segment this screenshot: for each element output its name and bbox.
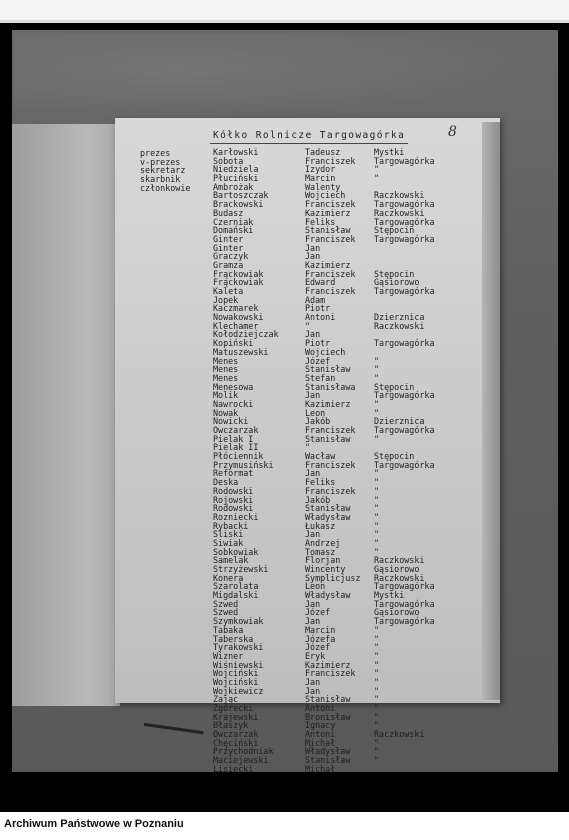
place-entry: " [374,642,380,653]
first-name-entry: Stanisława [305,381,356,392]
first-name-entry: Piotr [305,338,331,349]
place-entry: Targowagórka [374,155,435,166]
surname-entry: Migdalski [213,590,259,601]
first-name-entry: Antoni [305,729,336,740]
first-name-entry: Ignacy [305,720,336,731]
surname-entry: Domański [213,225,254,236]
surname-entry: Niedziela [213,164,259,175]
first-name-entry: Władysław [305,590,351,601]
first-name-entry: Adam [305,294,326,305]
first-name-entry: Franciszek [305,668,356,679]
place-entry: Mystki [374,147,405,157]
place-entry: Stępocin [374,225,415,236]
first-name-entry: Jan [305,390,321,401]
surname-entry: Siwiak [213,537,244,548]
first-name-entry: Antoni [305,703,336,713]
place-entry: " [374,650,380,661]
surname-entry: Sobkowiak [213,546,259,557]
place-entry [374,348,435,357]
surname-entry: Gramza [213,259,244,270]
first-name-entry: Stanisław [305,433,351,444]
first-name-entry: Wojciech [305,346,346,357]
place-entry: " [374,173,380,184]
surname-entry: Wojciński [213,676,259,687]
place-entry: " [374,755,380,766]
surname-entry: Sliski [213,529,244,540]
place-entry: " [374,676,380,687]
first-name-entry: Kazimierz [305,659,351,670]
place-entry: Mystki [374,590,405,601]
surname-entry: Rybacki [213,520,249,531]
role-label: prezes [140,148,171,158]
surname-entry: Kołodziejczak [213,329,279,340]
first-name-entry: Jan [305,329,321,340]
first-name-entry: Florjan [305,555,341,566]
surname-entry: Sobota [213,155,244,166]
place-entry: " [374,746,380,757]
first-name-entry: Władysław [305,746,351,757]
place-entry: Targowagórka [374,216,435,227]
surname-entry: Maciejewski [213,755,269,766]
surname-entry: Szwed [213,598,239,609]
surname-entry: Graczyk [213,251,249,262]
place-entry: " [374,711,380,722]
surname-entry: Wiśniewski [213,659,264,670]
first-name-entry: Michał [305,737,336,748]
surname-entry: Przychodniak [213,746,274,757]
first-name-entry: Tadeusz [305,147,341,157]
first-name-entry: Feliks [305,477,336,488]
place-entry [374,244,435,253]
first-name-entry: Stanisław [305,694,351,705]
place-entry: Gąsiorowo [374,564,420,574]
first-name-entry: Jakób [305,494,331,505]
first-name-entry: Walenty [305,181,341,192]
surname-entry: Tyrakowski [213,642,264,653]
first-name-entry: Wacław [305,451,336,462]
paper-stain [15,34,555,120]
role-label: v-prezes [140,156,181,167]
first-name-entry: Stanisław [305,225,351,236]
place-entry [374,765,435,774]
first-name-entry: Józef [305,355,331,366]
surnames-column [213,148,279,774]
first-name-entry: Jan [305,598,321,609]
surname-entry: Menes [213,364,239,375]
place-entry: Targowagórka [374,459,435,470]
surname-entry: Tabaka [213,624,244,635]
place-entry: " [374,520,380,531]
roles-column [140,149,190,192]
first-name-entry: " [305,320,311,331]
document-title: Kółko Rolnicze Targowagórka [213,130,406,141]
place-entry: " [374,164,380,175]
first-name-entry: Franciszek [305,425,356,435]
first-name-entry: Stefan [305,372,336,383]
surname-entry: Rodowski [213,503,254,514]
first-name-entry: Stanisław [305,755,351,766]
left-adjacent-page [12,124,120,706]
place-entry: " [374,529,380,540]
place-entry: Gąsiorowo [374,607,420,618]
place-entry: " [374,685,380,696]
first-name-entry: Piotr [305,303,331,314]
first-name-entry: Leon [305,581,326,592]
surname-entry: Strzyżewski [213,564,269,574]
place-entry: " [374,468,380,479]
surname-entry: Karłowski [213,147,259,157]
surname-entry: Kopiński [213,338,254,349]
surname-entry: Wojciński [213,668,259,679]
place-entry: Raczkowski [374,207,425,218]
places-column [374,148,435,774]
first-name-entry: Jan [305,242,321,253]
surname-entry: Pielak I [213,433,254,444]
surname-entry: Kaleta [213,286,244,296]
place-entry: " [374,433,380,444]
surname-entry: Przymusiński [213,459,274,470]
surname-entry: Matuszewski [213,346,269,357]
first-name-entry: Feliks [305,216,336,227]
first-name-entry: Jan [305,616,321,627]
surname-entry: Reformat [213,468,254,479]
place-entry: " [374,398,380,409]
first-name-entry: Jan [305,685,321,696]
first-name-entry: Jan [305,676,321,687]
surname-entry: Samelak [213,555,249,566]
place-entry: " [374,364,380,375]
first-name-entry: Jan [305,251,321,262]
place-entry: " [374,407,380,418]
surname-entry: Czerniak [213,216,254,227]
first-name-entry: Michał [305,763,336,774]
first-name-entry: Franciszek [305,286,356,296]
place-entry: Raczkowski [374,555,425,566]
first-name-entry: Józef [305,607,331,618]
first-name-entry: Stanisław [305,364,351,375]
place-entry: " [374,668,380,679]
place-entry: Raczkowski [374,320,425,331]
first-name-entry: Franciszek [305,459,356,470]
first-name-entry: Franciszek [305,199,356,210]
place-entry: Targowagórka [374,616,435,627]
place-entry: " [374,511,380,522]
first-name-entry: Jan [305,468,321,479]
place-entry: " [374,372,380,383]
place-entry: " [374,633,380,644]
first-name-entry: Antoni [305,312,336,323]
surname-entry: Chęciński [213,737,259,748]
surname-entry: Konera [213,572,244,583]
surname-entry: Klechamer [213,320,259,331]
surname-entry: Nowicki [213,416,249,427]
place-entry: Targowagórka [374,233,435,244]
place-entry: Targowagórka [374,286,435,296]
first-name-entry: Wincenty [305,564,346,574]
surname-entry: Brackowski [213,199,264,210]
surname-entry: Owczarzak [213,729,259,740]
surname-entry: Lisiecki [213,763,254,774]
place-entry: Targowagórka [374,425,435,435]
surname-entry: Taberska [213,633,254,644]
surname-entry: Rojowski [213,494,254,505]
place-entry: " [374,494,380,505]
place-entry: Targowagórka [374,338,435,349]
surname-entry: Budasz [213,207,244,218]
surname-entry: Frąckowiak [213,277,264,288]
surname-entry: Ambrożak [213,181,254,192]
place-entry: Targowagórka [374,581,435,592]
first-name-entry: Jakób [305,416,331,427]
first-name-entry: Józefa [305,633,336,644]
first-name-entry: Izydor [305,164,336,175]
place-entry: Targowagórka [374,390,435,401]
surname-entry: Owczarzak [213,425,259,435]
surname-entry: Frąckowiak [213,268,264,279]
archive-name: Archiwum Państwowe w Poznaniu [4,818,184,830]
surname-entry: Wizner [213,650,244,661]
surname-entry: Menes [213,372,239,383]
surname-entry: Błaszyk [213,720,249,731]
archive-footer [0,812,569,840]
place-entry: Raczkowski [374,190,425,201]
place-entry: " [374,485,380,496]
surname-entry: Płuciński [213,173,259,184]
surname-entry: Molik [213,390,239,401]
place-entry: Stępocin [374,381,415,392]
page-number: 8 [448,124,457,140]
place-entry: " [374,477,380,488]
first-name-entry: Andrzej [305,537,341,548]
first-name-entry: Franciszek [305,268,356,279]
surname-entry: Deska [213,477,239,488]
surname-entry: Ginter [213,242,244,253]
first-name-entry: Marcin [305,173,336,184]
surname-entry: Nawrocki [213,398,254,409]
place-entry: Gąsiorowo [374,277,420,288]
place-entry: Stępocin [374,268,415,279]
place-entry: " [374,737,380,748]
first-name-entry: Józef [305,642,331,653]
surname-entry: Pielak II [213,442,259,453]
place-entry: " [374,537,380,548]
surname-entry: Krajewski [213,711,259,722]
place-entry [374,296,435,305]
place-entry: " [374,503,380,514]
first-name-entry: Eryk [305,650,326,661]
surname-entry: Rozniecki [213,511,259,522]
title-underline [210,143,408,144]
first-names-column [305,148,360,774]
place-entry: Dzierznica [374,416,425,427]
place-entry: Raczkowski [374,729,425,740]
place-entry: Raczkowski [374,572,425,583]
first-name-entry: Symplicjusz [305,572,361,583]
place-entry: " [374,355,380,366]
place-entry: " [374,624,380,635]
place-entry: " [374,659,380,670]
surname-entry: Nowak [213,407,239,418]
first-name-entry: Franciszek [305,233,356,244]
first-name-entry: Marcin [305,624,336,635]
first-name-entry: Tomasz [305,546,336,557]
place-entry: Stępocin [374,451,415,462]
top-border-strip [0,0,569,23]
place-entry [374,252,435,261]
first-name-entry: Kazimierz [305,207,351,218]
surname-entry: Menes [213,355,239,366]
place-entry: " [374,546,380,557]
place-entry: Targowagórka [374,199,435,210]
role-label: skarbnik [140,174,181,185]
surname-entry: Szwed [213,607,239,618]
surname-entry: Bartoszczak [213,190,269,201]
role-label: sekretarz [140,165,186,176]
surname-entry: Wojkiewicz [213,685,264,696]
first-name-entry: Franciszek [305,155,356,166]
place-entry: " [374,703,380,713]
first-name-entry: Franciszek [305,485,356,496]
first-name-entry: Kazimierz [305,398,351,409]
first-name-entry: Jan [305,529,321,540]
place-entry: " [374,720,380,731]
first-name-entry: Wojciech [305,190,346,201]
place-entry: Targowagórka [374,598,435,609]
surname-entry: Szymkowiak [213,616,264,627]
first-name-entry: " [305,442,311,453]
surname-entry: Rodowski [213,485,254,496]
surname-entry: Jopek [213,294,239,305]
place-entry: Dzierznica [374,312,425,323]
sheet-edge-shadow [482,122,500,700]
surname-entry: Płóciennik [213,451,264,462]
first-name-entry: Edward [305,277,336,288]
surname-entry: Menesowa [213,381,254,392]
first-name-entry: Bronisław [305,711,351,722]
surname-entry: Zgórecki [213,703,254,713]
surname-entry: Nowakowski [213,312,264,323]
place-entry: " [374,694,380,705]
role-label: członkowie [140,182,191,193]
first-name-entry: Władysław [305,511,351,522]
first-name-entry: Stanisław [305,503,351,514]
first-name-entry: Łukasz [305,520,336,531]
surname-entry: Zając [213,694,239,705]
surname-entry: Ginter [213,233,244,244]
first-name-entry: Kazimierz [305,259,351,270]
surname-entry: Szarolata [213,581,259,592]
surname-entry: Kaczmarek [213,303,259,314]
first-name-entry: Leon [305,407,326,418]
